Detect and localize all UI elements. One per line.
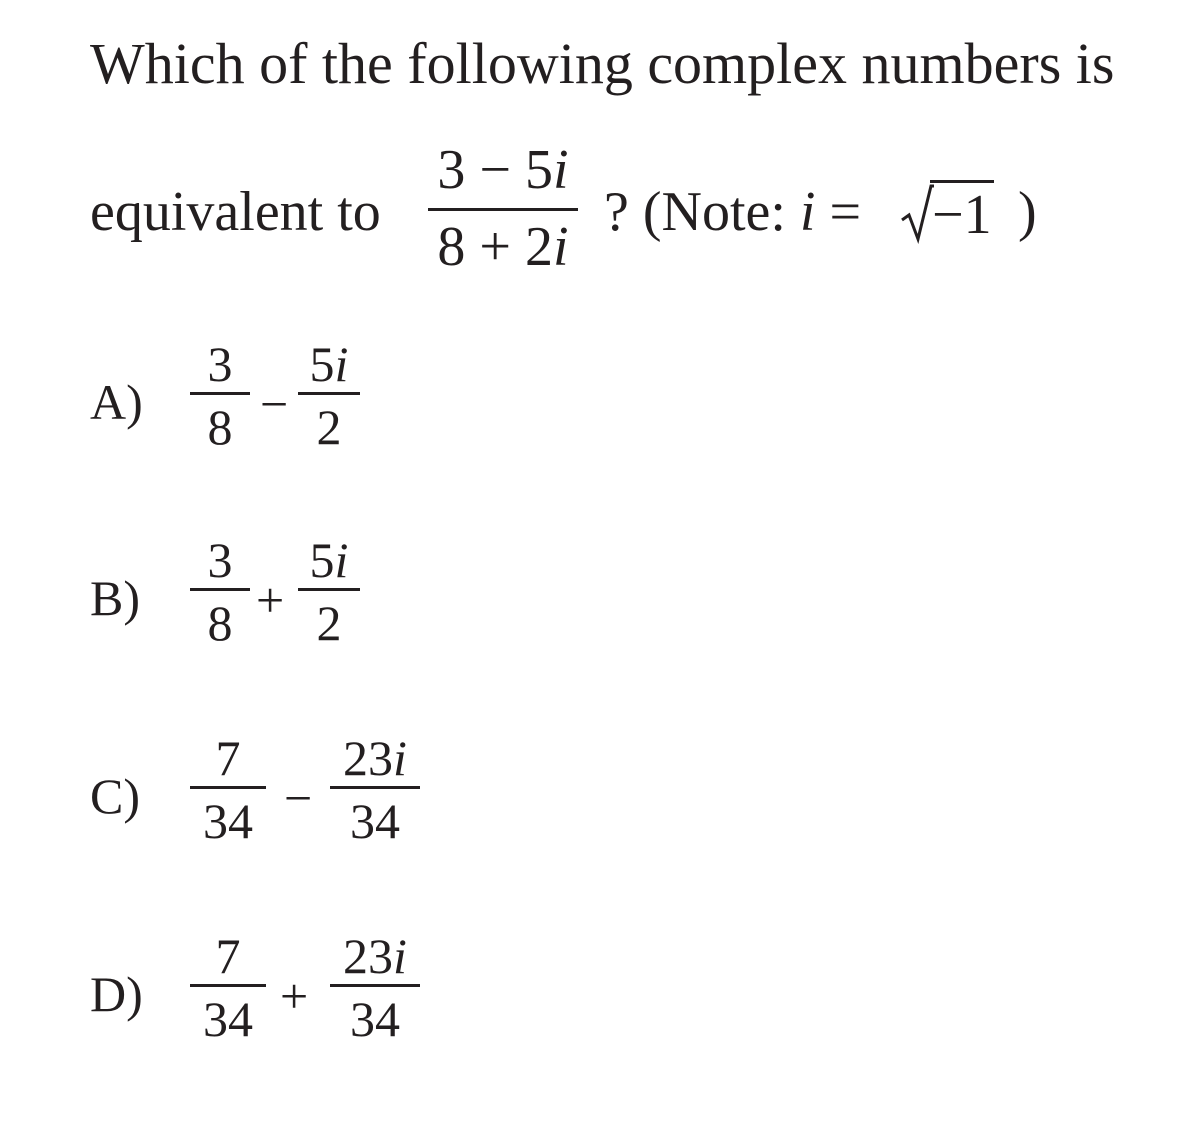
denominator: 8	[207, 595, 233, 651]
choice-letter: A)	[90, 374, 143, 430]
question-fraction-denominator: 8 + 2i	[437, 216, 569, 278]
note-close-paren: )	[1018, 181, 1037, 243]
fraction-bar	[330, 786, 420, 789]
fraction-bar	[190, 588, 250, 591]
choice-a-fraction-2	[298, 336, 360, 455]
numerator: 5i	[309, 336, 349, 392]
fraction-bar	[190, 984, 266, 987]
choice-b-fraction-2	[298, 532, 360, 651]
denominator: 2	[316, 399, 342, 455]
question-fraction-numerator: 3 − 5i	[437, 139, 569, 201]
choice-operator: +	[256, 572, 285, 628]
question-fraction	[428, 138, 578, 279]
fraction-bar	[298, 588, 360, 591]
note-label: ? (Note: i =	[604, 181, 862, 243]
choice-a-fraction-1	[190, 336, 250, 455]
radicand: −1	[930, 180, 994, 247]
fraction-bar	[190, 786, 266, 789]
denominator: 34	[350, 793, 400, 849]
choice-letter: C)	[90, 768, 140, 824]
denominator: 34	[203, 793, 253, 849]
choice-operator: −	[284, 770, 313, 826]
denominator: 2	[316, 595, 342, 651]
choice-d-fraction-1	[190, 928, 266, 1047]
fraction-bar	[190, 392, 250, 395]
radical-sign-icon	[900, 184, 934, 244]
choice-d-fraction-2	[330, 928, 420, 1047]
numerator: 23i	[343, 928, 407, 984]
fraction-bar	[298, 392, 360, 395]
question-prefix: equivalent to	[90, 181, 381, 243]
numerator: 7	[215, 928, 241, 984]
fraction-bar	[330, 984, 420, 987]
choice-c-fraction-2	[330, 730, 420, 849]
choice-operator: −	[260, 376, 289, 432]
choice-operator: +	[280, 968, 309, 1024]
choice-letter: B)	[90, 570, 140, 626]
choice-c-fraction-1	[190, 730, 266, 849]
fraction-bar	[428, 208, 578, 211]
choice-letter: D)	[90, 966, 143, 1022]
numerator: 3	[207, 532, 233, 588]
denominator: 8	[207, 399, 233, 455]
numerator: 7	[215, 730, 241, 786]
choice-b-fraction-1	[190, 532, 250, 651]
numerator: 3	[207, 336, 233, 392]
question-line-1: Which of the following complex numbers is	[90, 31, 1115, 96]
numerator: 5i	[309, 532, 349, 588]
numerator: 23i	[343, 730, 407, 786]
denominator: 34	[203, 991, 253, 1047]
denominator: 34	[350, 991, 400, 1047]
